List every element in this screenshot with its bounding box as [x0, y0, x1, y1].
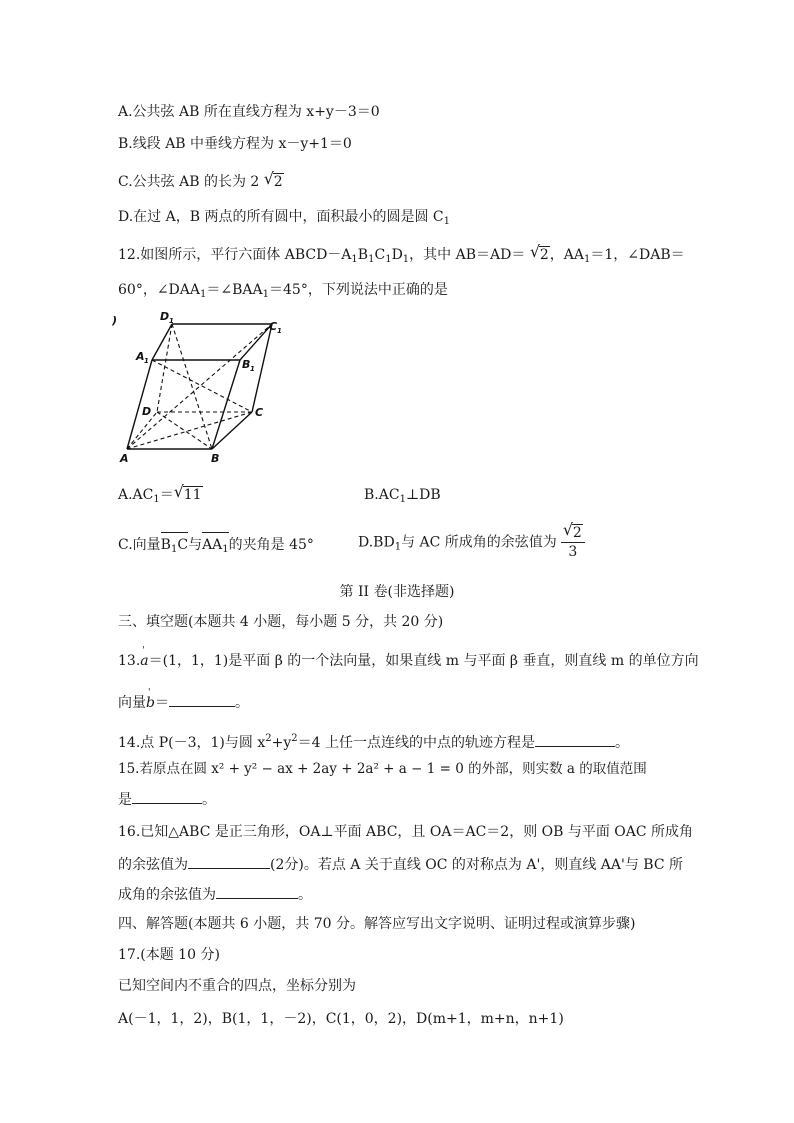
subscript: 1 — [583, 254, 591, 265]
answer-blank[interactable] — [216, 884, 298, 899]
subscript: 1 — [200, 289, 207, 300]
vector-b1c: $B_1C$ — [161, 535, 188, 560]
q12-text: 60°，∠DAA — [118, 282, 200, 298]
q13-text: 向量 — [118, 695, 146, 711]
label-a: A — [120, 452, 129, 465]
q13-text: 。 — [234, 695, 249, 711]
q12-option-b — [364, 485, 441, 510]
fraction: √ 2 3 — [561, 524, 585, 561]
sqrt-symbol: √ 2 — [263, 169, 283, 190]
q12-text: ＝ — [159, 487, 174, 503]
label-sub: 1 — [250, 365, 255, 373]
subscript: 1 — [385, 254, 392, 265]
q12-text: 的夹角是 45° — [228, 537, 314, 553]
sqrt-symbol: √ 11 — [173, 482, 202, 503]
label-c: C — [255, 406, 264, 419]
q15-text: 。 — [202, 792, 216, 808]
q13-line1 — [118, 651, 699, 671]
q12-text: B — [357, 247, 369, 263]
q14-text: +y — [271, 735, 292, 751]
q13-text: 13. — [118, 653, 141, 669]
q16-line2 — [118, 854, 683, 875]
q12-text: C.向量 — [118, 537, 161, 553]
sqrt-symbol: √ 2 — [529, 242, 549, 263]
label-sub: 1 — [144, 357, 149, 365]
q11-option-c — [118, 169, 284, 192]
subscript: 1 — [368, 254, 375, 265]
q12-text: 12.如图所示，平行六面体 ABCD－A — [118, 247, 352, 263]
q11-option-d-text: D.在过 A，B 两点的所有圆中，面积最小的圆是圆 C — [118, 209, 444, 225]
answer-blank[interactable] — [132, 789, 202, 804]
vector-a: ' a — [140, 651, 148, 671]
label-sub: 1 — [169, 317, 174, 325]
q12-option-c — [118, 535, 314, 560]
q17-title: 17.(本题 10 分) — [118, 947, 220, 963]
q17-line2: A(－1，1，2)，B(1，1，－2)，C(1，0，2)，D(m+1，m+n，n+1) — [118, 1011, 564, 1027]
q16-line3 — [118, 884, 312, 905]
q12-option-a — [118, 482, 203, 510]
q15-line2 — [118, 789, 216, 810]
label-c1: C — [269, 320, 278, 333]
answer-blank[interactable] — [535, 732, 615, 747]
superscript: 2 — [291, 733, 298, 744]
answer-blank[interactable] — [169, 692, 235, 707]
q12-text: ，AA — [549, 247, 584, 263]
q12-text: 与 AC 所成角的余弦值为 — [401, 534, 557, 551]
q13-line2 — [118, 692, 249, 713]
label-d: D — [142, 405, 152, 418]
q12-text: 与 — [188, 537, 203, 553]
q12-text: D — [391, 247, 403, 263]
q14-text: 。 — [614, 735, 629, 751]
label-d1: D — [160, 310, 170, 323]
q12-text: C — [374, 247, 386, 263]
subscript: 1 — [351, 254, 358, 265]
q14 — [118, 729, 629, 753]
q12-option-d — [358, 520, 585, 561]
vector-b: ' b — [146, 693, 155, 713]
label-a1: A — [136, 350, 145, 363]
figure-paren: ) — [112, 314, 118, 327]
q12-stem-line2 — [118, 280, 448, 305]
q14-text: 14.点 P(－3，1)与圆 x — [118, 735, 266, 751]
subscript: 1 — [443, 216, 451, 227]
label-b1: B — [242, 358, 251, 371]
label-sub: 1 — [277, 327, 282, 335]
q12-text: ⊥DB — [405, 487, 441, 503]
q11-option-b: B.线段 AB 中垂线方程为 x－y+1＝0 — [118, 136, 352, 152]
q15-line1: 15.若原点在圆 x² + y² − ax + 2ay + 2a² + a − 1 = 0 的外部，则实数 a 的取值范围 — [118, 761, 647, 777]
q12-text: ＝45°，下列说法中正确的是 — [269, 282, 448, 298]
q12-text: ＝∠BAA — [206, 282, 263, 298]
subscript: 1 — [153, 494, 160, 505]
q16-text: 。 — [298, 887, 312, 903]
subscript: 1 — [402, 254, 410, 265]
q11-option-a: A.公共弦 AB 所在直线方程为 x+y－3＝0 — [118, 104, 380, 120]
q17-line1: 已知空间内不重合的四点，坐标分别为 — [118, 978, 356, 994]
q15-text: 是 — [118, 792, 132, 808]
subscript: 1 — [262, 289, 269, 300]
q14-text: ＝4 上任一点连线的中点的轨迹方程是 — [297, 735, 535, 751]
answer-blank[interactable] — [188, 854, 270, 869]
q16-text: 成角的余弦值为 — [118, 887, 216, 903]
q12-text: B.AC — [364, 487, 400, 503]
q12-text: ＝1，∠DAB＝ — [590, 247, 685, 263]
q13-text: ＝(1，1，1)是平面 β 的一个法向量，如果直线 m 与平面 β 垂直，则直线 m 的单位方向 — [148, 653, 699, 669]
subscript: 1 — [399, 494, 406, 505]
subscript: 1 — [394, 541, 402, 553]
q12-text: D.BD — [358, 534, 395, 551]
label-b: B — [211, 452, 220, 465]
q11-option-d — [118, 207, 450, 232]
q12-text: ，其中 AB＝AD＝ — [409, 247, 526, 263]
q11-option-c-text: C.公共弦 AB 的长为 2 — [118, 174, 260, 190]
q12-stem-line1 — [118, 242, 685, 270]
vector-aa1: $AA_1$ — [202, 535, 229, 560]
parallelepiped-figure — [112, 310, 292, 465]
section-3-title: 三、填空题(本题共 4 小题，每小题 5 分，共 20 分) — [118, 614, 444, 630]
section-4-title: 四、解答题(本题共 6 小题，共 70 分。解答应写出文字说明、证明过程或演算步骤) — [118, 916, 636, 932]
section-2-title: 第 II 卷(非选择题) — [339, 584, 455, 600]
q12-text: A.AC — [118, 487, 154, 503]
superscript: 2 — [265, 733, 272, 744]
q16-text: (2分)。若点 A 关于直线 OC 的对称点为 A'，则直线 AA'与 BC 所 — [270, 857, 684, 873]
q13-text: ＝ — [154, 695, 169, 711]
q16-line1: 16.已知△ABC 是正三角形，OA⊥平面 ABC，且 OA＝AC＝2，则 OB 与平面 OAC 所成角 — [118, 824, 694, 840]
q16-text: 的余弦值为 — [118, 857, 188, 873]
